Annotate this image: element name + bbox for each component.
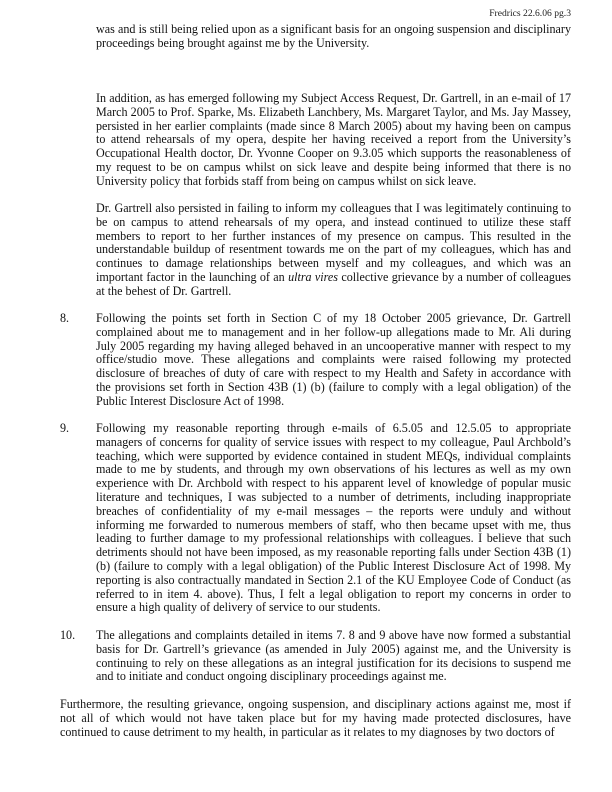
item-text: Following my reasonable reporting through e-mails of 6.5.05 and 12.5.05 to appropriate managers of concerns for quality of service issues with respect to my colleague, Paul Archbold’s teaching, which were supported by evidence contained in student MEQs, individual complaints made to me by students, and through my own observations of his lectures as well as my own experience with Dr. Archbold with respect to his apparent level of knowledge of popular music literature and techniques, I was subjected to a number of detriments, including inappropriate breaches of confidentiality of my e-mail messages – the reports were unduly and without informing me forwarded to numerous members of staff, who then became upset with me, thus leading to further damage to my professional relationships with colleagues. I believe that such detriments should not have been imposed, as my reasonable reporting falls under Section 43B (1) (b) (failure to comply with a legal obligation) of the Public Interest Disclosure Act of 1998. My reporting is also contractually mandated in Section 2.1 of the KU Employee Code of Conduct (as referred to in item 4. above). Thus, I felt a legal obligation to report my concerns in order to ensure a high quality of delivery of service to our students. [96,421,571,615]
gartrell-paragraph [96,202,571,299]
gartrell-text-start: Dr. Gartrell also persisted in failing to inform my colleagues that I was legitimately continuing to be on campus to attend rehearsals of my opera, and instead continued to utilize these staff members to report to her further instances of my presence on campus. This resulted in the understandable buildup of resentment towards me on the part of my colleagues, which has and continues to damage relationships between myself and my colleagues, and which was an important factor in the launching of an [96,201,571,284]
item-number: 8. [60,311,70,325]
gartrell-text-end: collective grievance by a number of colleagues at the behest of Dr. Gartrell. [96,269,571,298]
ultra-vires-italic: ultra vires [288,269,338,284]
continuation-paragraph: was and is still being relied upon as a significant basis for an ongoing suspension and disciplinary proceedings being brought against me by the University. [96,22,571,50]
item-number: 9. [60,421,70,435]
item-number: 10. [60,628,76,642]
item-text: The allegations and complaints detailed in items 7. 8 and 9 above have now formed a substantial basis for Dr. Gartrell’s grievance (as amended in July 2005) against me, and the University is continuing to rely on these allegations as an integral justification for its decisions to suspend me and to initiate and conduct ongoing disciplinary proceedings against me. [96,628,571,684]
running-header: Fredrics 22.6.06 pg.3 [489,8,571,19]
closing-paragraph: Furthermore, the resulting grievance, ongoing suspension, and disciplinary actions against me, most if not all of which would not have taken place but for my having made protected disclosures, have continued to cause detriment to my health, in particular as it relates to my diagnoses by two doctors of [60,697,571,739]
subject-access-paragraph: In addition, as has emerged following my Subject Access Request, Dr. Gartrell, in an e-mail of 17 March 2005 to Prof. Sparke, Ms. Elizabeth Lanchbery, Ms. Margaret Taylor, and Ms. Jay Massey, persisted in her earlier complaints (made since 8 March 2005) about my having been on campus to attend rehearsals of my opera, despite her having received a report from the University’s Occupational Health doctor, Dr. Yvonne Cooper on 9.3.05 which supports the reasonableness of my request to be on campus whilst on sick leave and despite being informed that there is no University policy that forbids staff from being on campus whilst on sick leave. [96,91,571,188]
item-text: Following the points set forth in Section C of my 18 October 2005 grievance, Dr. Gartrell complained about me to management and in her follow-up allegations made to Mr. Ali during July 2005 regarding my having alleged behaved in an uncooperative manner with respect to my office/studio move. These allegations and complaints were raised following my protected disclosure of breaches of duty of care with respect to my Health and Safety in accordance with the provisions set forth in Section 43B (1) (b) (failure to comply with a legal obligation) of the Public Interest Disclosure Act of 1998. [96,311,571,408]
